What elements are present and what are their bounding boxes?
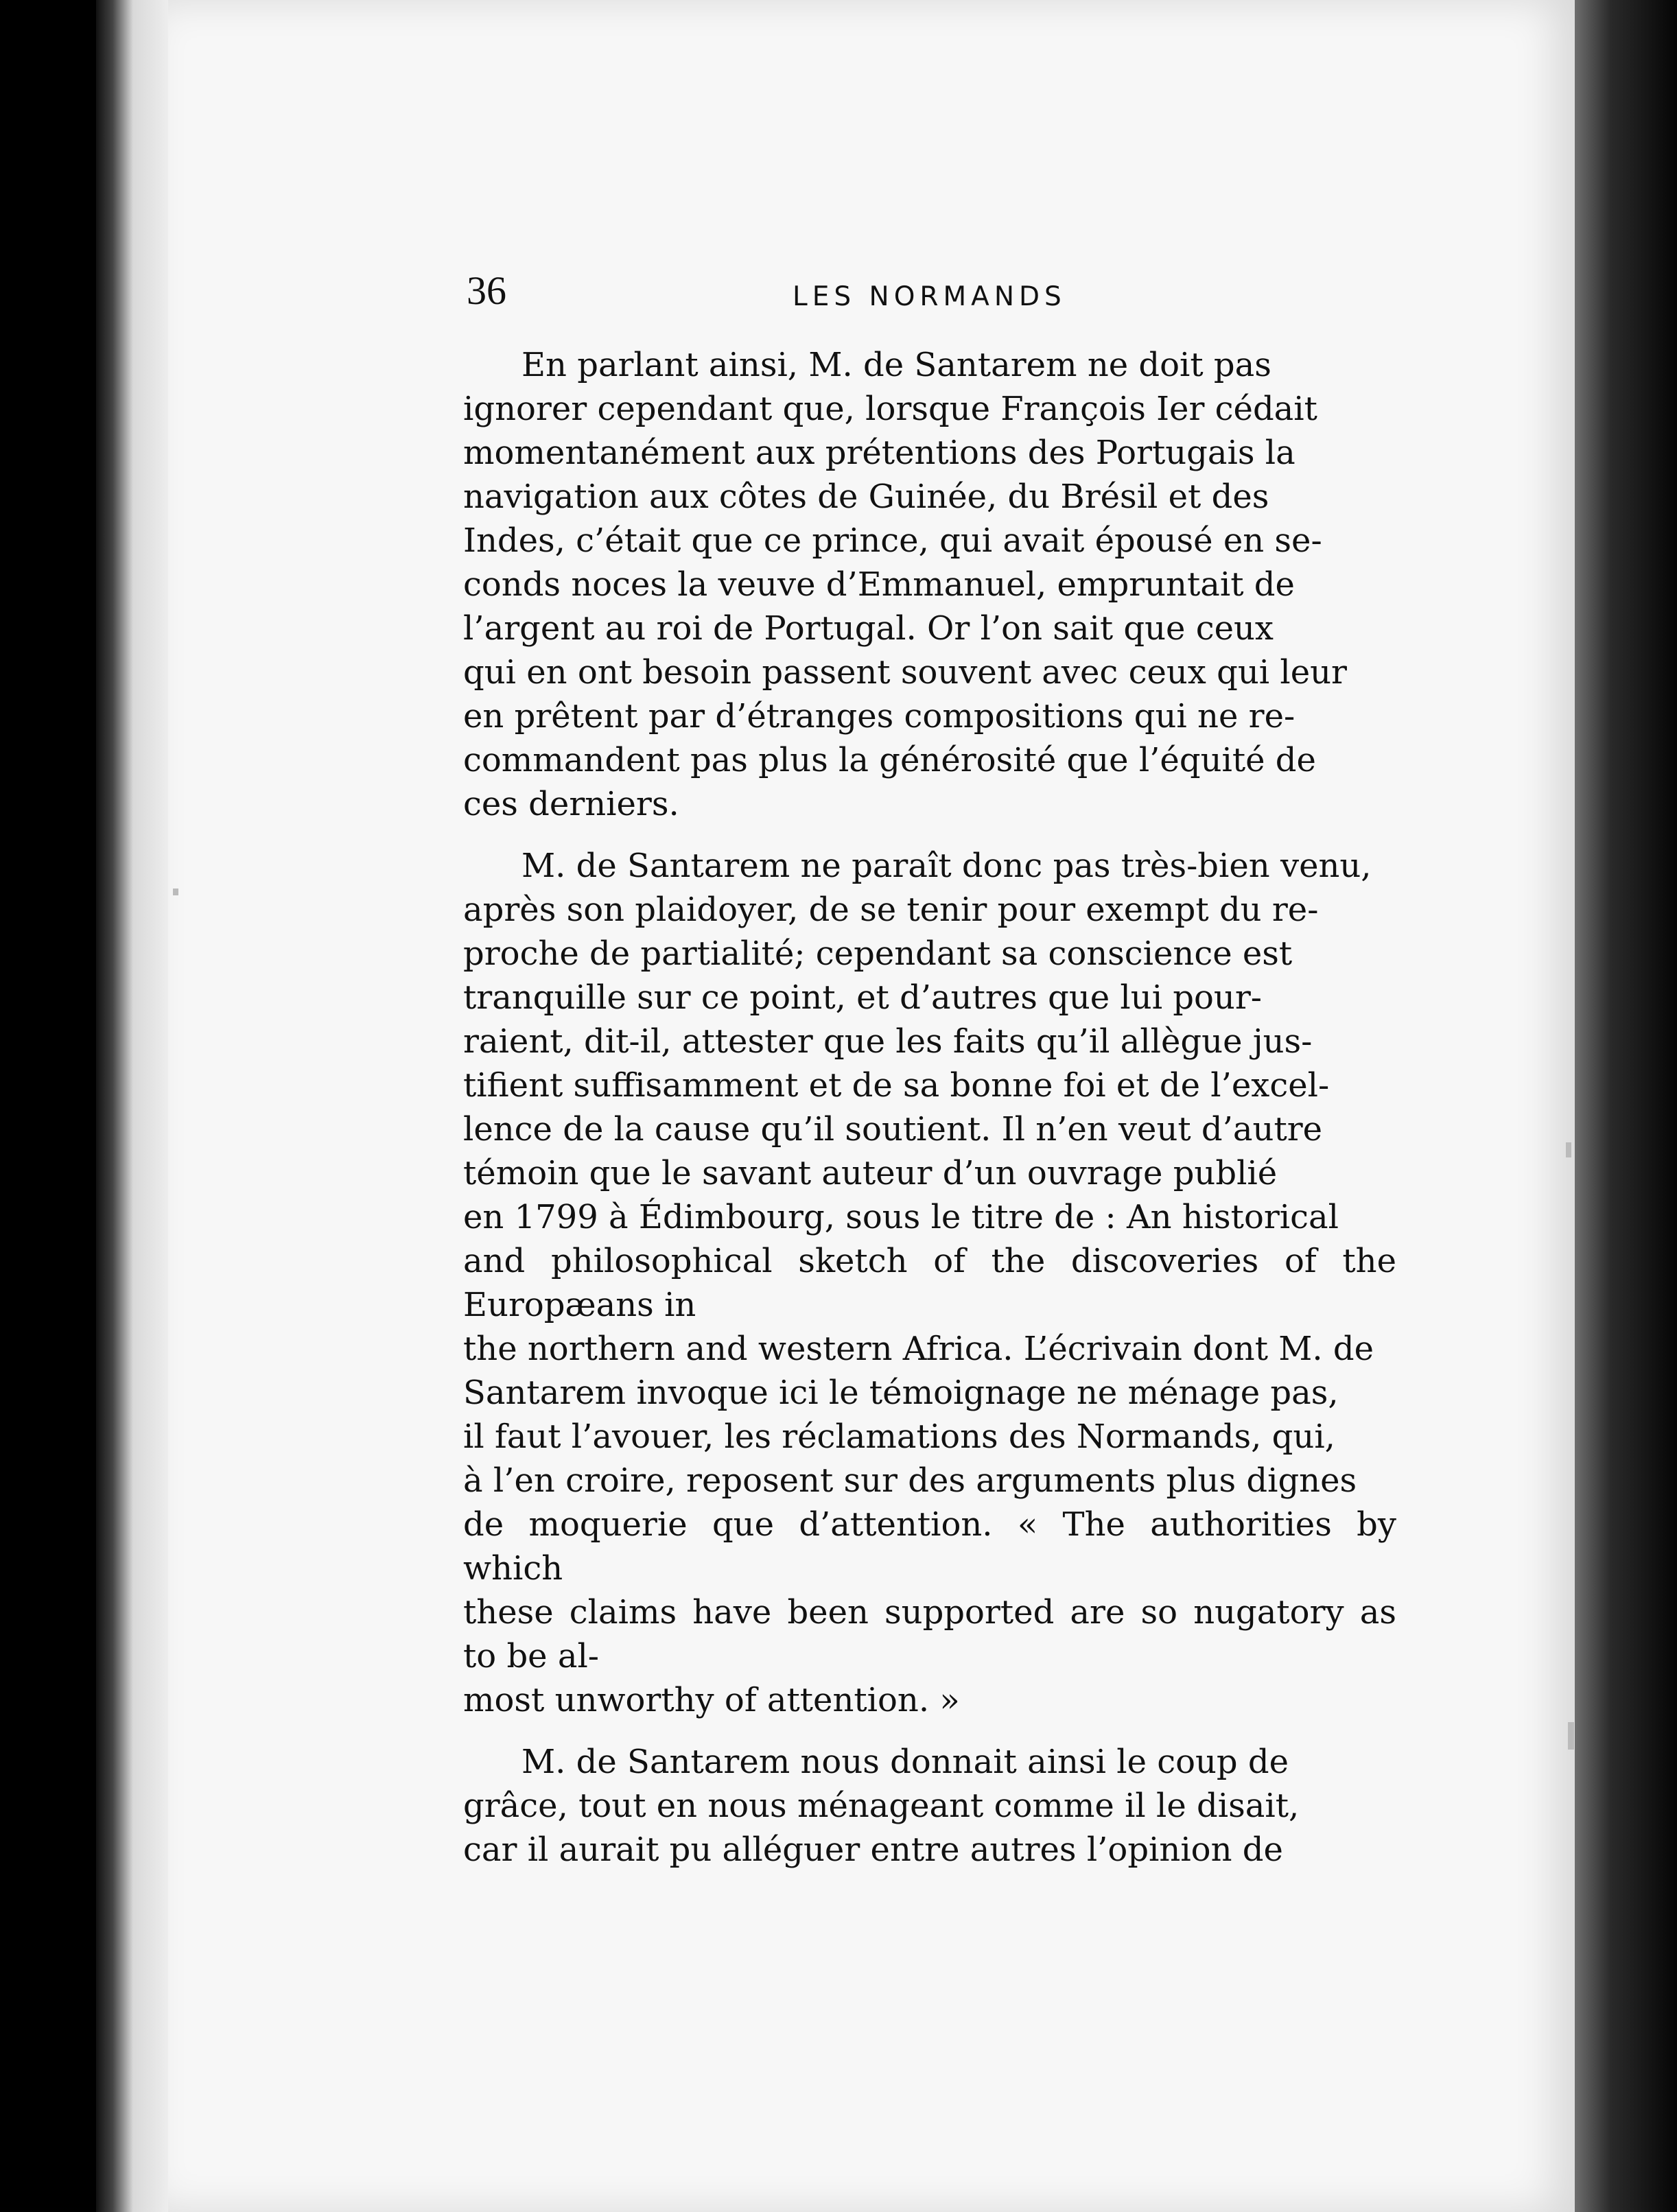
paragraph-3: M. de Santarem nous donnait ainsi le coup de grâce, tout en nous ménageant comme il le disait, car il aurait pu alléguer entre autres l’opinion de — [463, 1743, 1300, 1869]
scan-speck — [1566, 1142, 1571, 1157]
page-number: 36 — [467, 268, 506, 313]
paragraph-1: En parlant ainsi, M. de Santarem ne doit pas ignorer cependant que, lorsque François Ier cédait momentanément aux prétentions des Portugais la navigation aux côtes de Guinée, du Brésil et des Indes, c’était que ce prince, qui avait épousé en se- conds noces la veuve d’Emmanuel, empruntait de l’argent au roi de Portugal. Or l’on sait que ceux qui en ont besoin passent souvent avec ceux qui leur en prêtent par d’étranges compositions qui ne re- commandent pas plus la générosité que l’équité de ces derniers. — [463, 346, 1347, 823]
book-spine-shadow — [1575, 0, 1677, 2212]
page-header — [295, 268, 1407, 329]
page-text-block — [463, 343, 1396, 1890]
page-stack-edge — [96, 0, 178, 2212]
running-head: LES NORMANDS — [793, 281, 1066, 312]
paragraph-2: M. de Santarem ne paraît donc pas très-bien venu, après son plaidoyer, de se tenir pour exempt du re- proche de partialité; cependant sa conscience est tranquille sur ce point, et d’autres que lui pour- raient, dit-il, attester que les faits qu’il allègue jus- tifient suffisamment et de sa bonne foi et de l’excel- lence de la cause qu’il soutient. Il n’en veut d’autre témoin que le savant auteur d’un ouvrage publié en 1799 à Édimbourg, sous le titre de : An historical and philosophical sketch of the discoveries of the Europæans in the northern and western Africa. L’écrivain dont M. de Santarem invoque ici le témoignage ne ménage pas, il faut l’avouer, les réclamations des Normands, qui, à l’en croire, reposent sur des arguments plus dignes de moquerie que d’attention. « The authorities by which these claims have been supported are so nugatory as to be al- most unworthy of attention. » — [463, 847, 1396, 1719]
scan-speck — [173, 889, 178, 895]
scan-speck — [1568, 1722, 1574, 1750]
